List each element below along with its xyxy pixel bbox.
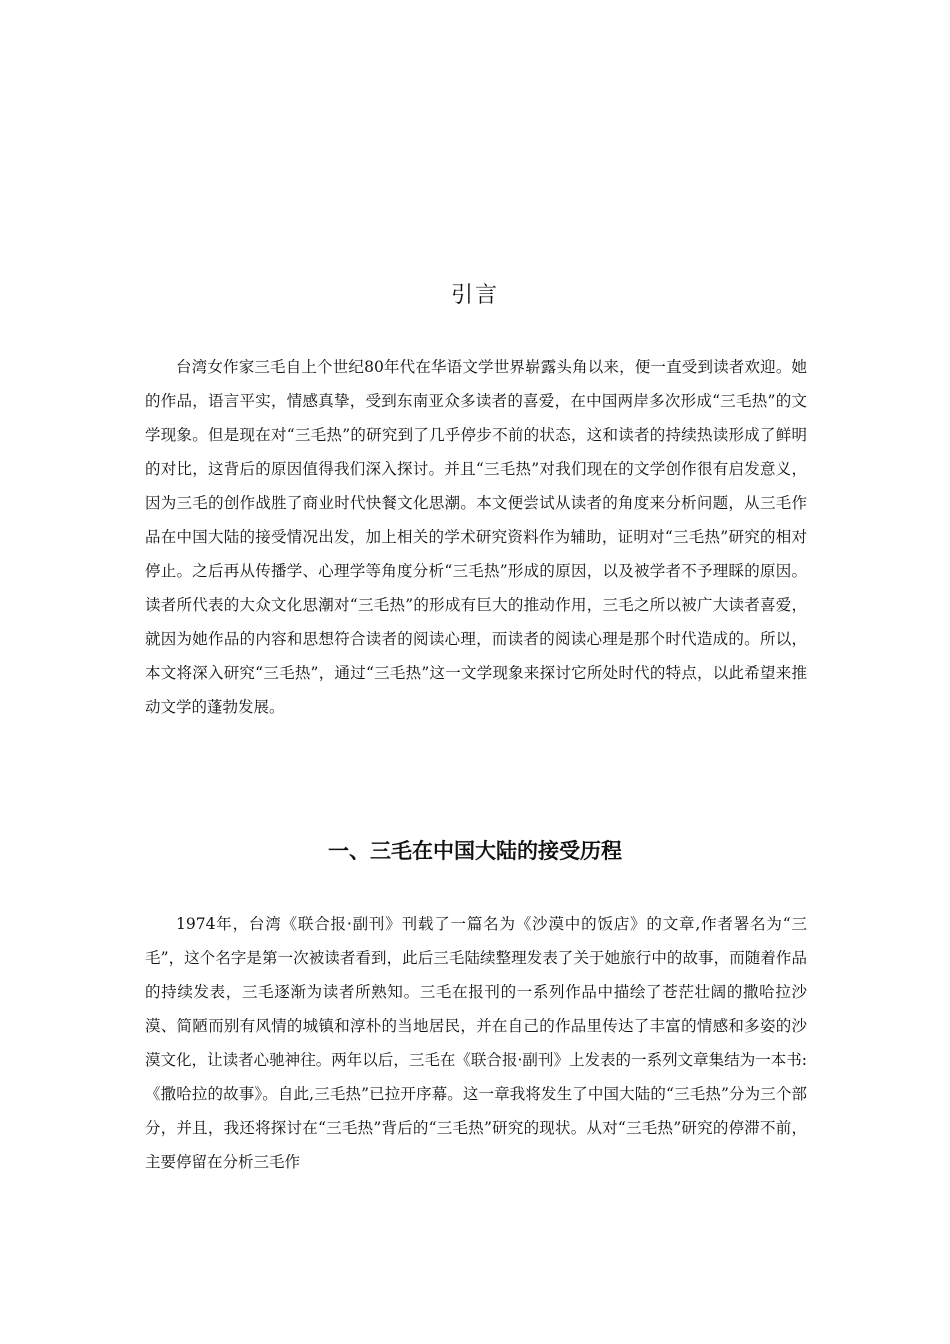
intro-paragraph: 台湾女作家三毛自上个世纪80年代在华语文学世界崭露头角以来，便一直受到读者欢迎。她的作品，语言平实，情感真挚，受到东南亚众多读者的喜爱，在中国两岸多次形成“三毛热”的文学现象。但是现在对“三毛热”的研究到了几乎停步不前的状态，这和读者的持续热读形成了鲜明的对比，这背后的原因值得我们深入探讨。并且“三毛热”对我们现在的文学创作很有启发意义，因为三毛的创作战胜了商业时代快餐文化思潮。本文便尝试从读者的角度来分析问题，从三毛作品在中国大陆的接受情况出发，加上相关的学术研究资料作为辅助，证明对“三毛热”研究的相对停止。之后再从传播学、心理学等角度分析“三毛热”形成的原因，以及被学者不予理睬的原因。读者所代表的大众文化思潮对“三毛热”的形成有巨大的推动作用，三毛之所以被广大读者喜爱，就因为她作品的内容和思想符合读者的阅读心理，而读者的阅读心理是那个时代造成的。所以，本文将深入研究“三毛热”，通过“三毛热”这一文学现象来探讨它所处时代的特点，以此希望来推动文学的蓬勃发展。 xyxy=(145,358,807,716)
section-1-paragraph: 1974年，台湾《联合报·副刊》刊载了一篇名为《沙漠中的饭店》的文章,作者署名为“三毛”，这个名字是第一次被读者看到，此后三毛陆续整理发表了关于她旅行中的故事，而随着作品的持续发表，三毛逐渐为读者所熟知。三毛在报刊的一系列作品中描绘了苍茫壮阔的撒哈拉沙漠、简陋而别有风情的城镇和淳朴的当地居民，并在自己的作品里传达了丰富的情感和多姿的沙漠文化，让读者心驰神往。两年以后，三毛在《联合报·副刊》上发表的一系列文章集结为一本书:《撒哈拉的故事》。自此,三毛热”已拉开序幕。这一章我将发生了中国大陆的“三毛热”分为三个部分，并且，我还将探讨在“三毛热”背后的“三毛热”研究的现状。从对“三毛热”研究的停滞不前，主要停留在分析三毛作 xyxy=(145,915,807,1171)
section-1-heading: 一、三毛在中国大陆的接受历程 xyxy=(328,839,622,863)
intro-heading: 引言 xyxy=(450,283,499,308)
